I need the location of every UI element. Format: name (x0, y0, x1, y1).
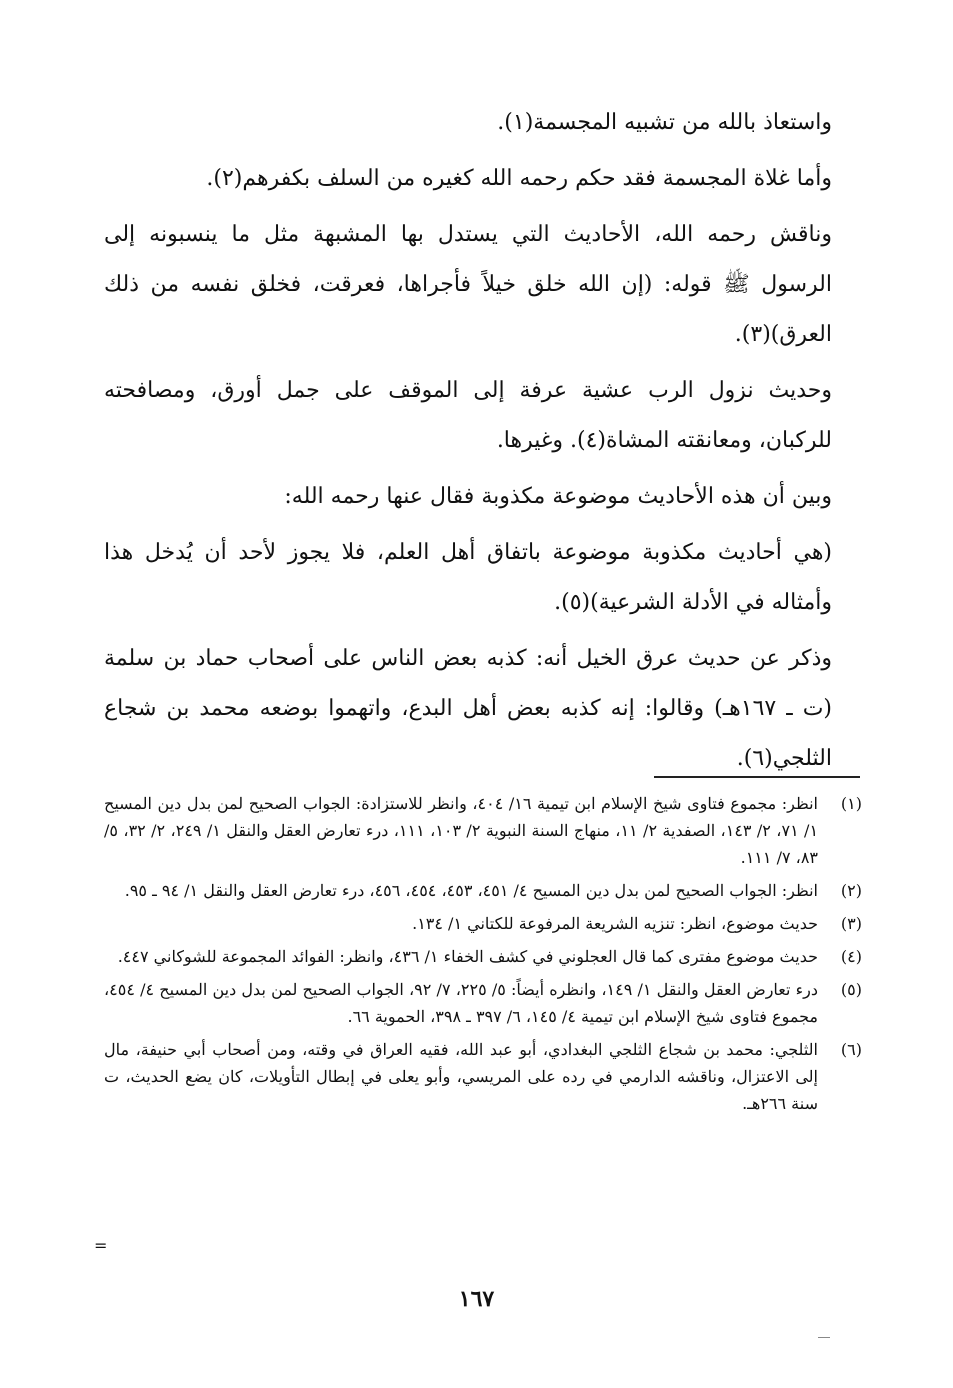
footnote-text: انظر: مجموع فتاوى شيخ الإسلام ابن تيمية ١٦/ ٤٠٤، وانظر للاستزادة: الجواب الصحيح لمن بدل دين المسيح ١/ ٧١، ٢/ ١٤٣، الصفدية ٢/ ١١، منهاج السنة النبوية ٢/ ١٠٣، ١١١، درء تعارض العقل والنقل ١/ ٢٤٩، ٢/ ٣٢، ٥/ ٨٣، ٧/ ١١١. (104, 794, 819, 867)
footnote-text: حديث موضوع مفترى كما قال العجلوني في كشف الخفاء ١/ ٤٣٦، وانظر: الفوائد المجموعة للشوكاني ٤٤٧. (117, 947, 818, 966)
footnote-text: درء تعارض العقل والنقل ١/ ١٤٩، وانظره أيضاً: ٥/ ٢٢٥، ٧/ ٩٢، الجواب الصحيح لمن بدل دين المسيح ٤/ ٤٥٤، مجموع فتاوى شيخ الإسلام ابن تيمية ٤/ ١٤٥، ٦/ ٣٩٧ ـ ٣٩٨، الحموية ٦٦. (104, 980, 819, 1026)
paragraph: وحديث نزول الرب عشية عرفة إلى الموقف على جمل أورق، ومصافحته للركبان، ومعانقته المشاة(٤). وغيرها. (104, 378, 832, 453)
footnote-number: (٢) (840, 881, 862, 900)
paragraph: وبين أن هذه الأحاديث موضوعة مكذوبة فقال عنها رحمه الله: (284, 484, 832, 509)
footnote (104, 790, 862, 871)
footnote-number: (٦) (840, 1040, 862, 1059)
footnote-number: (٣) (840, 914, 862, 933)
paragraph: وناقش رحمه الله، الأحاديث التي يستدل بها المشبهة مثل ما ينسبونه إلى الرسول ﷺ قوله: (إن الله خلق خيلاً فأجراها، فعرقت، فخلق نفسه من ذلك العرق)(٣). (104, 222, 832, 347)
footnote (104, 976, 862, 1030)
page-number: ١٦٧ (458, 1286, 495, 1312)
paragraph: وأما غلاة المجسمة فقد حكم رحمه الله كغيره من السلف بكفرهم(٢). (206, 166, 832, 191)
continuation-mark: = (94, 1236, 108, 1255)
footnote (104, 1036, 862, 1117)
footnote-number: (١) (840, 794, 862, 813)
footnote-text: حديث موضوع، انظر: تنزيه الشريعة المرفوعة للكتاني ١/ ١٣٤. (412, 914, 818, 933)
paragraph: (هي أحاديث مكذوبة موضوعة باتفاق أهل العلم، فلا يجوز لأحد أن يُدخل هذا وأمثاله في الأدلة الشرعية)(٥). (104, 540, 832, 615)
footnote-number: (٥) (840, 980, 862, 999)
scan-mark (818, 1337, 830, 1338)
footnote (104, 910, 862, 937)
paragraph: واستعاذ بالله من تشبيه المجسمة(١). (497, 110, 832, 135)
footnote (104, 943, 862, 970)
paragraph: وذكر عن حديث عرق الخيل أنه: كذبه بعض الناس على أصحاب حماد بن سلمة (ت ـ ١٦٧هـ) وقالوا: إنه كذبه بعض أهل البدع، واتهموا بوضعه محمد بن شجاع الثلجي(٦). (104, 646, 832, 771)
footnote-number: (٤) (840, 947, 862, 966)
main-text (104, 98, 832, 790)
footnote-text: الثلجي: محمد بن شجاع الثلجي البغدادي، أبو عبد الله، فقيه العراق في وقته، ومن أصحاب أبي حنيفة، مال إلى الاعتزال، وناقشه الدارمي في رده على المريسي، وأبو يعلى في إبطال التأويلات، كان يضع الحديث، ت سنة ٢٦٦هـ. (104, 1040, 818, 1113)
footnote (104, 877, 862, 904)
footnote-text: انظر: الجواب الصحيح لمن بدل دين المسيح ٤/ ٤٥١، ٤٥٣، ٤٥٤، ٤٥٦، درء تعارض العقل والنقل ١/ ٩٤ ـ ٩٥. (124, 881, 818, 900)
footnotes (104, 790, 862, 1123)
footnote-separator (654, 776, 860, 778)
